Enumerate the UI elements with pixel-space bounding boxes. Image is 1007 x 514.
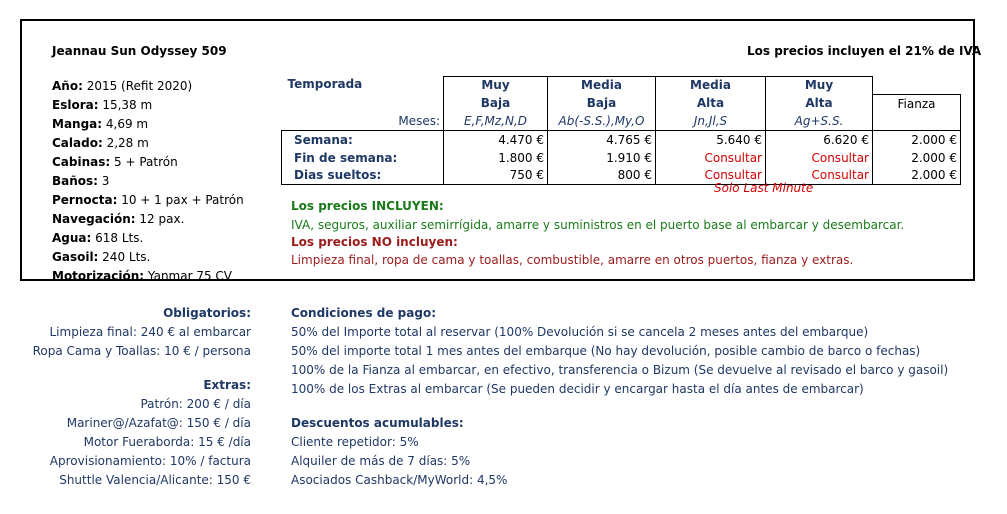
list-item: Asociados Cashback/MyWorld: 4,5% xyxy=(291,473,508,487)
list-item: Cliente repetidor: 5% xyxy=(291,435,419,449)
list-item: Aprovisionamiento: 10% / factura xyxy=(49,454,251,468)
excludes-text: Limpieza final, ropa de cama y toallas, combustible, amarre en otros puertos, fianza y extras. xyxy=(291,253,854,267)
boat-name: Jeannau Sun Odyssey 509 xyxy=(52,44,227,58)
list-item: Alquiler de más de 7 días: 5% xyxy=(291,454,471,468)
mandatory-section xyxy=(33,304,251,490)
list-item: Shuttle Valencia/Alicante: 150 € xyxy=(59,473,251,487)
last-minute-note: Solo Last Minute xyxy=(714,181,814,195)
list-item: 50% del Importe total al reservar (100% Devolución si se cancela 2 meses antes del embarque) xyxy=(291,325,869,339)
extras-title: Extras: xyxy=(203,378,251,392)
season-months: Ag+S.S. xyxy=(766,113,873,131)
includes-text: IVA, seguros, auxiliar semirrígida, amarre y suministros en el puerto base al embarcar y desembarcar. xyxy=(291,218,905,232)
mandatory-title: Obligatorios: xyxy=(163,306,251,320)
includes-title: Los precios INCLUYEN: xyxy=(291,199,444,213)
spec-row: Manga: 4,69 m xyxy=(52,117,149,131)
season-header-line2: Baja xyxy=(444,95,548,113)
list-item: Patrón: 200 € / día xyxy=(140,397,251,411)
spec-row: Año: 2015 (Refit 2020) xyxy=(52,79,193,93)
season-header: Muy xyxy=(766,77,873,95)
list-item: Motor Fueraborda: 15 € /día xyxy=(83,435,251,449)
season-months: Jn,Jl,S xyxy=(656,113,766,131)
table-row: Semana: 4.470 € 4.765 € 5.640 € 6.620 € 2.000 € xyxy=(282,131,961,149)
season-header-line2: Baja xyxy=(548,95,656,113)
list-item: 100% de los Extras al embarcar (Se pueden decidir y encargar hasta el día antes de embarcar) xyxy=(291,382,864,396)
list-item: Mariner@/Azafat@: 150 € / día xyxy=(66,416,251,430)
season-header: Media xyxy=(548,77,656,95)
discounts-title: Descuentos acumulables: xyxy=(291,416,464,430)
meses-label: Meses: xyxy=(282,113,444,131)
spec-row: Cabinas: 5 + Patrón xyxy=(52,155,178,169)
list-item: Limpieza final: 240 € al embarcar xyxy=(49,325,251,339)
season-months: E,F,Mz,N,D xyxy=(444,113,548,131)
price-table xyxy=(281,76,961,185)
season-header-line2: Alta xyxy=(766,95,873,113)
list-item: 50% del importe total 1 mes antes del embarque (No hay devolución, posible cambio de barco o fechas) xyxy=(291,344,921,358)
list-item: Ropa Cama y Toallas: 10 € / persona xyxy=(32,344,251,358)
spec-row: Eslora: 15,38 m xyxy=(52,98,153,112)
spec-row: Agua: 618 Lts. xyxy=(52,231,144,245)
spec-row: Baños: 3 xyxy=(52,174,110,188)
conditions-section xyxy=(291,304,948,490)
spec-row: Pernocta: 10 + 1 pax + Patrón xyxy=(52,193,244,207)
table-row: Fin de semana: 1.800 € 1.910 € Consultar Consultar 2.000 € xyxy=(282,149,961,167)
season-header-line2: Alta xyxy=(656,95,766,113)
season-header: Muy xyxy=(444,77,548,95)
vat-note: Los precios incluyen el 21% de IVA xyxy=(747,44,982,58)
season-months: Ab(-S.S.),My,O xyxy=(548,113,656,131)
season-header: Media xyxy=(656,77,766,95)
spec-row: Motorización: Yanmar 75 CV xyxy=(52,269,233,283)
table-row: Dias sueltos: 750 € 800 € Consultar Consultar 2.000 € xyxy=(282,167,961,185)
excludes-title: Los precios NO incluyen: xyxy=(291,235,458,249)
specs-list xyxy=(52,77,244,286)
temporada-label: Temporada xyxy=(287,76,363,91)
spec-row: Calado: 2,28 m xyxy=(52,136,149,150)
spec-row: Navegación: 12 pax. xyxy=(52,212,185,226)
fianza-header: Fianza xyxy=(873,95,961,113)
list-item: 100% de la Fianza al embarcar, en efectivo, transferencia o Bizum (Se devuelve al revisado el barco y gasoil) xyxy=(291,363,949,377)
payment-title: Condiciones de pago: xyxy=(291,306,436,320)
spec-row: Gasoil: 240 Lts. xyxy=(52,250,151,264)
